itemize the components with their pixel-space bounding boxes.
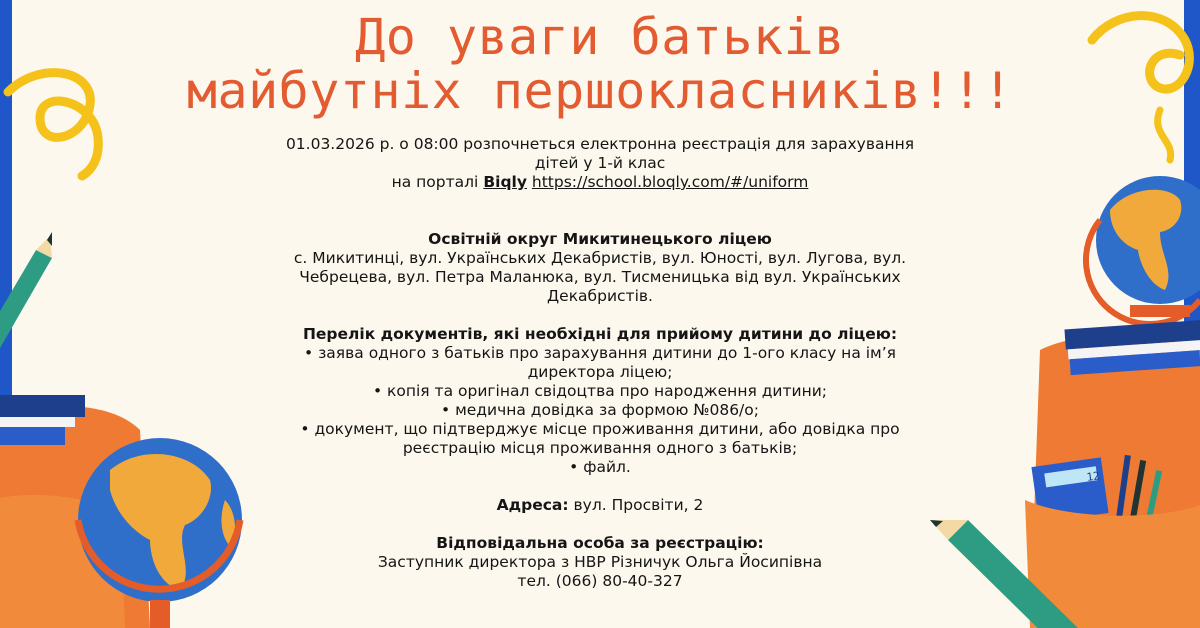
district-line-1: с. Микитинці, вул. Українських Декабристів, вул. Юності, вул. Лугова, вул.: [293, 249, 907, 267]
contact-name: Заступник директора з НВР Різничук Ольга Йосипівна: [377, 553, 823, 571]
portal-name-link[interactable]: Biqly: [483, 173, 527, 191]
documents-line-2: директора ліцею;: [527, 363, 673, 381]
documents-line-3: • копія та оригінал свідоцтва про народження дитини;: [372, 382, 828, 400]
announcement-body: [260, 135, 940, 591]
intro-line-2: дітей у 1-й клас: [534, 154, 666, 172]
documents-heading: Перелік документів, які необхідні для прийому дитини до ліцею:: [302, 325, 898, 343]
title-line-2: майбутніх першокласників!!!: [186, 62, 1014, 120]
title-line-1: До уваги батьків: [355, 8, 845, 66]
documents-line-6: реєстрацію місця проживання одного з батьків;: [402, 439, 798, 457]
district-line-2: Чебрецева, вул. Петра Маланюка, вул. Тисменицька від вул. Українських: [299, 268, 901, 286]
district-heading: Освітній округ Микитинецького ліцею: [428, 230, 772, 248]
documents-line-5: • документ, що підтверджує місце проживання дитини, або довідка про: [300, 420, 900, 438]
address-label: Адреса:: [496, 496, 569, 514]
documents-line-7: • файл.: [569, 458, 631, 476]
documents-line-1: • заява одного з батьків про зарахування дитини до 1-ого класу на ім’я: [304, 344, 896, 362]
portal-url-link[interactable]: https://school.bloqly.com/#/uniform: [531, 173, 809, 191]
intro-line-3: [260, 173, 940, 192]
intro-line-1: 01.03.2026 р. о 08:00 розпочнеться електронна реєстрація для зарахування: [285, 135, 915, 153]
calculator-display: 12: [1085, 469, 1101, 485]
district-line-3: Декабристів.: [547, 287, 653, 305]
pencil-left-icon: [0, 232, 52, 355]
address-line: [260, 496, 940, 515]
intro-prefix: на порталі: [391, 173, 479, 191]
contact-heading: Відповідальна особа за реєстрацію:: [436, 534, 764, 552]
documents-line-4: • медична довідка за формою №086/о;: [441, 401, 759, 419]
backpack-left-icon: [0, 395, 242, 628]
contact-phone: тел. (066) 80-40-327: [517, 572, 683, 590]
address-value: вул. Просвіти, 2: [573, 496, 704, 514]
globe-right-icon: [1086, 176, 1200, 324]
backpack-right-icon: [1025, 320, 1200, 628]
